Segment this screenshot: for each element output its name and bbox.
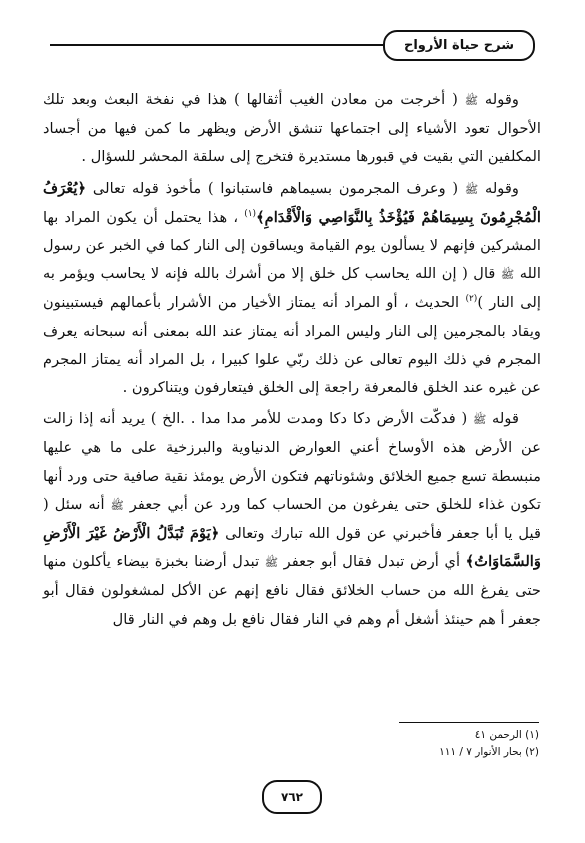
- footnote-rule: [399, 722, 539, 723]
- quran-quote: ﴿يُعْرَفُ الْمُجْرِمُونَ بِسِيمَاهُمْ فَيُؤْخَذُ بِالنَّوَاصِي وَالْأَقْدَامِ﴾: [43, 179, 541, 226]
- text-run: ( وعرف المجرمون بسيماهم فاستبانوا ) مأخوذ قوله تعالى: [86, 179, 465, 197]
- running-header: [383, 30, 535, 61]
- salawat-symbol: ﷺ: [264, 556, 279, 570]
- page-number-badge: [262, 780, 322, 814]
- paragraph-3: [43, 405, 541, 634]
- salawat-symbol: ﷺ: [464, 94, 479, 107]
- text-run: وقوله: [478, 179, 519, 197]
- text-run: تبدل أرضنا بخبزة بيضاء يأكلون منها حتى يفرغ الله من حساب الخلائق فقال نافع إنهم عن الأكل لمشغولون فقال أبو جعفر أ هم حينئذ أشغل أم وهم في النار فقال نافع بل وهم في النار قال: [43, 553, 541, 628]
- text-run: أي أرض تبدل فقال أبو جعفر: [278, 553, 466, 571]
- quran-quote: ﴿يَوْمَ تُبَدَّلُ الْأَرْضُ غَيْرَ الْأَرْضِ وَالسَّمَاوَاتُ﴾: [43, 525, 541, 571]
- footnote-ref: (٢): [465, 294, 478, 305]
- text-run: قال ( إن الله يحاسب كل خلق إلا من أشرك بالله فإنه لا يحاسب ويؤمر به إلى النار ): [43, 265, 541, 312]
- footnote-2: (٢) بحار الأنوار ٧ / ١١١: [439, 746, 539, 758]
- page-number: ٧٦٢: [281, 790, 303, 804]
- text-run: ( فدكّت الأرض دكا دكا ومدت للأمر مدا مدا . .الخ ) يريد أنه إذا زالت عن الأرض هذه الأوساخ أعني العوارض الدنياوية والبرزخية على ما هي عليها منبسطة تسع جميع الخلائق وشئوناتهم فتكون الأرض يومئذ نقية صافية حتى ورد أنها تكون غذاء للخلق حتى يفرغون من الحساب كما ورد عن أبي جعفر: [43, 410, 541, 513]
- text-run: الحديث ، أو المراد أنه يمتاز الأخيار من الأشرار بأعمالهم فيستبينون ويقاد بالمجرمين إلى النار وليس المراد أنه يمتاز عند الله بمعنى أنه سبحانه يعرف المجرم في ذلك اليوم تعالى عن ذلك ربّي علوا كبيرا ، بل المراد أنه يمتاز المجرم عن غيره عند الخلق فالمعرفة راجعة إلى الخلق فيتعارفون ويتناكرون .: [43, 294, 541, 397]
- text-run: ، هذا يحتمل أن يكون المراد بها المشركين فإنهم لا يسألون يوم القيامة ويساقون إلى النار كما في الخبر عن رسول الله: [43, 208, 541, 283]
- header-rule: [50, 44, 383, 46]
- salawat-symbol: ﷺ: [110, 498, 124, 512]
- paragraph-1: [43, 86, 541, 172]
- footnote-ref: (١): [244, 208, 257, 219]
- main-text: [43, 86, 541, 634]
- running-header-title: شرح حياة الأرواح: [403, 38, 515, 53]
- text-run: وقوله: [478, 91, 519, 108]
- text-run: ( أخرجت من معادن الغيب أثقالها ) هذا في نفخة البعث وبعد تلك الأحوال تعود الأشياء إلى اجتماعها تنشق الأرض ويظهر ما كمن فيها من أجساد المكلفين التي بقيت في قبورها مستديرة فتخرج إلى سلقة المحشر للسؤال .: [43, 91, 541, 166]
- footnote-1: (١) الرحمن ٤١: [474, 729, 539, 741]
- footnotes: [239, 727, 539, 761]
- salawat-symbol: ﷺ: [473, 413, 487, 427]
- text-run: قوله: [486, 410, 519, 428]
- text-run: أنه سئل ( قيل يا أبا جعفر فأخبرني عن قول الله تبارك وتعالى: [43, 495, 542, 543]
- paragraph-2: [43, 175, 541, 403]
- salawat-symbol: ﷺ: [500, 268, 515, 282]
- salawat-symbol: ﷺ: [464, 182, 479, 196]
